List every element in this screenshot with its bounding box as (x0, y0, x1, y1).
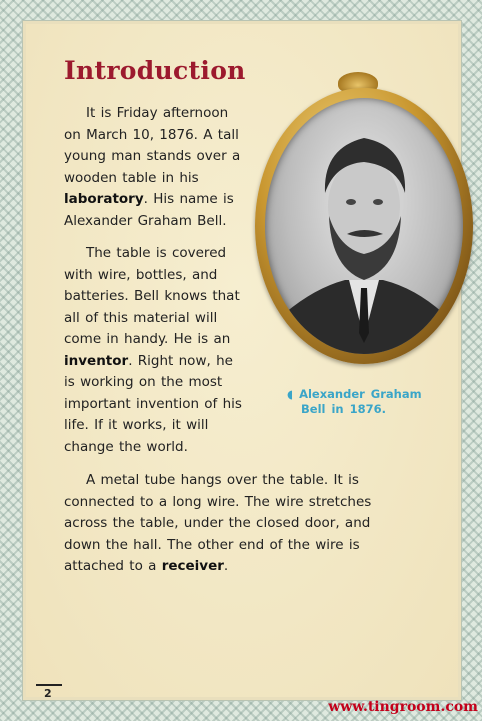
watermark: www.tingroom.com (328, 699, 478, 715)
paragraph-2-text-1: The table is covered with wire, bottles, and batteries. Bell knows that all of this material will come in handy. He is an (64, 245, 240, 347)
portrait-photo (265, 98, 463, 354)
paragraph-2 (64, 243, 244, 458)
paragraph-3 (64, 470, 394, 578)
glossary-term-receiver: receiver (161, 558, 224, 574)
paragraph-1-text-1: It is Friday afternoon on March 10, 1876. A tall young man stands over a wooden table in his (64, 105, 241, 186)
page-number-rule (36, 684, 62, 686)
caption-line-1: Alexander Graham (299, 387, 422, 401)
paragraph-3-text-2: . (223, 558, 229, 574)
caption-pointer-icon: ◖ (287, 387, 294, 401)
photo-caption (287, 387, 422, 417)
glossary-term-inventor: inventor (64, 352, 129, 369)
paragraph-1 (64, 103, 244, 232)
page-number: 2 (44, 687, 52, 700)
page-heading: Introduction (64, 56, 246, 85)
paragraph-2-text-2: . Right now, he is working on the most important invention of his life. If it works, it will change the world. (64, 352, 242, 455)
paragraph-1-text-2: . His name is Alexander Graham Bell. (64, 191, 234, 229)
caption-line-2: Bell in 1876. (301, 402, 386, 416)
glossary-term-laboratory: laboratory (64, 191, 144, 207)
portrait-illustration (265, 98, 463, 354)
paragraph-3-text-1: A metal tube hangs over the table. It is connected to a long wire. The wire stretches across the table, under the closed door, and down the hall. The other end of the wire is attached to a (64, 472, 372, 574)
portrait-frame (255, 88, 473, 364)
